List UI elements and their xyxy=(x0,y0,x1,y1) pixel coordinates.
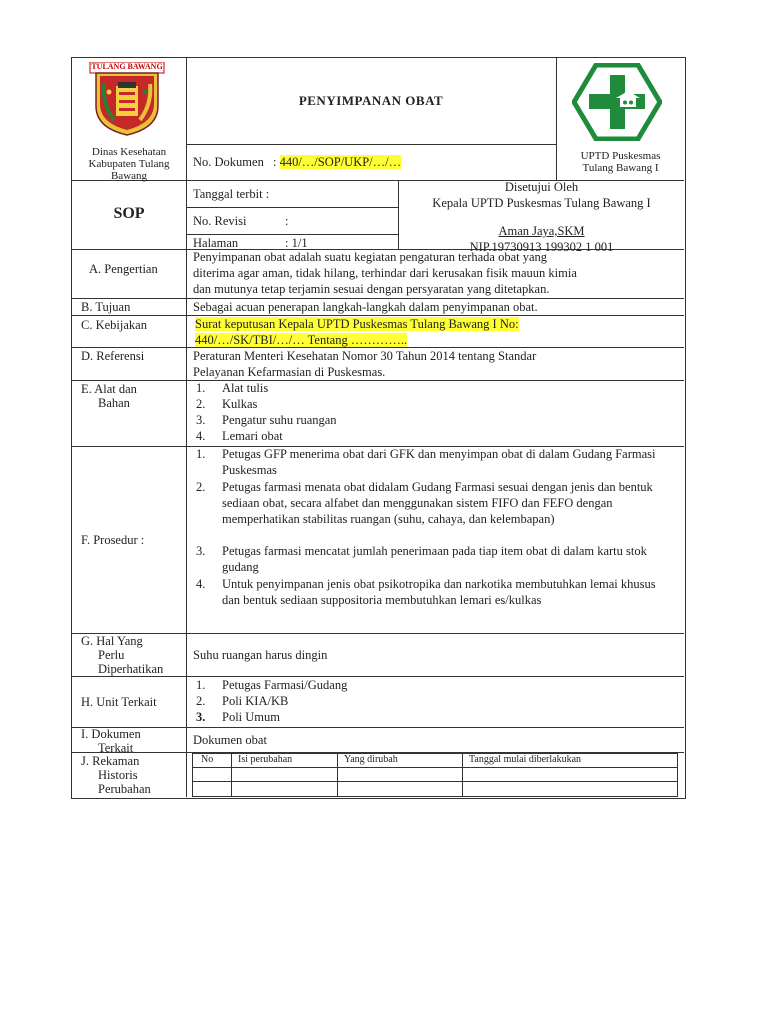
list-item xyxy=(196,677,347,693)
prosedur-step xyxy=(196,446,676,478)
divider xyxy=(71,380,684,381)
pengertian-text xyxy=(193,249,681,297)
right-org-name xyxy=(557,150,684,174)
divider xyxy=(186,57,187,797)
label-alat-bahan xyxy=(81,382,137,410)
pengertian-line: dan mutunya tetap terjamin sesuai dengan persyaratan yang ditetapkan. xyxy=(193,282,550,296)
label-line: E. Alat dan xyxy=(81,382,137,396)
left-org-name xyxy=(72,146,186,182)
history-header-cell: Yang dirubah xyxy=(344,754,398,765)
revisi-label: No. Revisi xyxy=(193,214,247,228)
label-referensi: D. Referensi xyxy=(81,349,145,363)
label-dokumen-terkait xyxy=(81,727,141,755)
step-text: Petugas GFP menerima obat dari GFK dan menyimpan obat di dalam Gudang Farmasi Puskesmas xyxy=(222,447,656,477)
list-item xyxy=(196,693,347,709)
step-number: 3. xyxy=(196,544,206,558)
list-item xyxy=(196,428,337,444)
halaman-value: : 1/1 xyxy=(285,236,308,250)
label-line: Bahan xyxy=(98,396,130,410)
step-text: Petugas farmasi menata obat didalam Gudang Farmasi sesuai dengan jenis dan bentuk sediaan obat, secara alfabet dan menggunakan sistem FIFO dan FEFO dengan memperhatikan stabilitas ruangan (suhu, cahaya, dan kelembapan) xyxy=(222,480,653,526)
label-prosedur: F. Prosedur : xyxy=(81,533,145,547)
kebijakan-line: Surat keputusan Kepala UPTD Puskesmas Tulang Bawang I No: xyxy=(195,317,519,331)
dokumen-text: Dokumen obat xyxy=(193,733,267,747)
hal-text: Suhu ruangan harus dingin xyxy=(193,648,328,662)
tanggal-terbit: Tanggal terbit : xyxy=(193,187,270,201)
referensi-line: Pelayanan Kefarmasian di Puskesmas. xyxy=(193,365,386,379)
revisi-colon: : xyxy=(285,214,289,228)
list-num: 2. xyxy=(196,397,206,411)
list-item xyxy=(196,380,337,396)
puskesmas-logo xyxy=(572,63,662,141)
pengertian-line: diterima agar aman, tidak hilang, terhindar dari kerusakan fisik mauun kimia xyxy=(193,266,577,280)
alat-list xyxy=(196,380,337,444)
step-text: Untuk penyimpanan jenis obat psikotropika dan narkotika membutuhkan lemai khusus dan bentuk sediaan suppositoria membutuhkan lemari es/kulkas xyxy=(222,577,656,607)
label-line: G. Hal Yang xyxy=(81,634,143,648)
step-number: 2. xyxy=(196,480,206,494)
list-num: 3. xyxy=(196,710,206,724)
sop-label: SOP xyxy=(113,205,145,222)
label-line: J. Rekaman xyxy=(81,754,140,768)
logo-banner: TULANG BAWANG xyxy=(91,62,163,71)
divider xyxy=(192,767,677,768)
list-num: 2. xyxy=(196,694,206,708)
divider xyxy=(186,144,556,145)
list-text: Poli KIA/KB xyxy=(222,694,289,708)
approval-line: Disetujui Oleh xyxy=(504,180,579,194)
list-item xyxy=(196,709,347,725)
list-text: Lemari obat xyxy=(222,429,283,443)
list-text: Pengatur suhu ruangan xyxy=(222,413,337,427)
left-org-line: Kabupaten Tulang xyxy=(88,158,170,170)
step-number: 1. xyxy=(196,447,206,461)
doc-number-label: No. Dokumen xyxy=(193,155,264,169)
page-title: PENYIMPANAN OBAT xyxy=(298,93,444,108)
pengertian-line: Penyimpanan obat adalah suatu kegiatan pengaturan terhada obat yang xyxy=(193,250,548,264)
approval-block xyxy=(399,179,684,255)
doc-number-value: 440/…/SOP/UKP/…/… xyxy=(279,155,402,169)
label-tujuan: B. Tujuan xyxy=(81,300,131,314)
left-org-line: Bawang xyxy=(110,170,148,182)
list-num: 3. xyxy=(196,413,206,427)
label-line: Historis xyxy=(98,768,138,782)
kabupaten-logo xyxy=(88,62,166,136)
label-rekaman-historis xyxy=(81,754,151,796)
label-line: Perlu xyxy=(98,648,125,662)
divider xyxy=(192,781,677,782)
divider xyxy=(337,753,338,796)
right-org-line: UPTD Puskesmas xyxy=(580,150,661,162)
divider xyxy=(186,207,398,208)
halaman-label: Halaman xyxy=(193,236,239,250)
list-num: 1. xyxy=(196,678,206,692)
list-num: 4. xyxy=(196,429,206,443)
unit-list xyxy=(196,677,347,725)
referensi-text xyxy=(193,348,536,380)
divider xyxy=(231,753,232,796)
list-item xyxy=(196,412,337,428)
history-header-cell: Tanggal mulai diberlakukan xyxy=(469,754,582,765)
divider xyxy=(462,753,463,796)
doc-number-row xyxy=(193,154,401,170)
history-header-cell: Isi perubahan xyxy=(238,754,293,765)
divider xyxy=(71,727,684,728)
referensi-line: Peraturan Menteri Kesehatan Nomor 30 Tahun 2014 tentang Standar xyxy=(193,349,537,363)
kebijakan-text xyxy=(195,316,519,348)
prosedur-step xyxy=(196,479,676,527)
list-text: Petugas Farmasi/Gudang xyxy=(222,678,348,692)
approver-name: Aman Jaya,SKM xyxy=(498,224,585,238)
label-pengertian: A. Pengertian xyxy=(89,262,158,276)
label-hal-diperhatikan xyxy=(81,634,163,676)
list-num: 1. xyxy=(196,381,206,395)
right-org-line: Tulang Bawang I xyxy=(582,162,659,174)
list-text: Alat tulis xyxy=(222,381,269,395)
label-line: Perubahan xyxy=(98,782,151,796)
approval-line: Kepala UPTD Puskesmas Tulang Bawang I xyxy=(432,196,651,210)
label-line: Terkait xyxy=(98,741,134,755)
history-header-cell: No xyxy=(201,754,214,765)
prosedur-step xyxy=(196,576,676,608)
divider xyxy=(71,676,684,677)
kebijakan-line: 440/…/SK/TBI/…/… Tentang ………….. xyxy=(195,333,408,347)
step-text: Petugas farmasi mencatat jumlah penerimaan pada tiap item obat di dalam kartu stok gudang xyxy=(222,544,647,574)
doc-number-colon: : xyxy=(272,155,277,169)
tujuan-text: Sebagai acuan penerapan langkah-langkah dalam penyimpanan obat. xyxy=(193,300,538,314)
prosedur-step xyxy=(196,543,676,575)
label-line: I. Dokumen xyxy=(81,727,141,741)
step-number: 4. xyxy=(196,577,206,591)
list-text: Poli Umum xyxy=(222,710,280,724)
label-line: Diperhatikan xyxy=(98,662,164,676)
list-item xyxy=(196,396,337,412)
label-kebijakan: C. Kebijakan xyxy=(81,318,147,332)
label-unit-terkait: H. Unit Terkait xyxy=(81,695,157,709)
left-org-line: Dinas Kesehatan xyxy=(91,146,167,158)
approver-nip: NIP.19730913 199302 1 001 xyxy=(469,240,614,254)
list-text: Kulkas xyxy=(222,397,258,411)
